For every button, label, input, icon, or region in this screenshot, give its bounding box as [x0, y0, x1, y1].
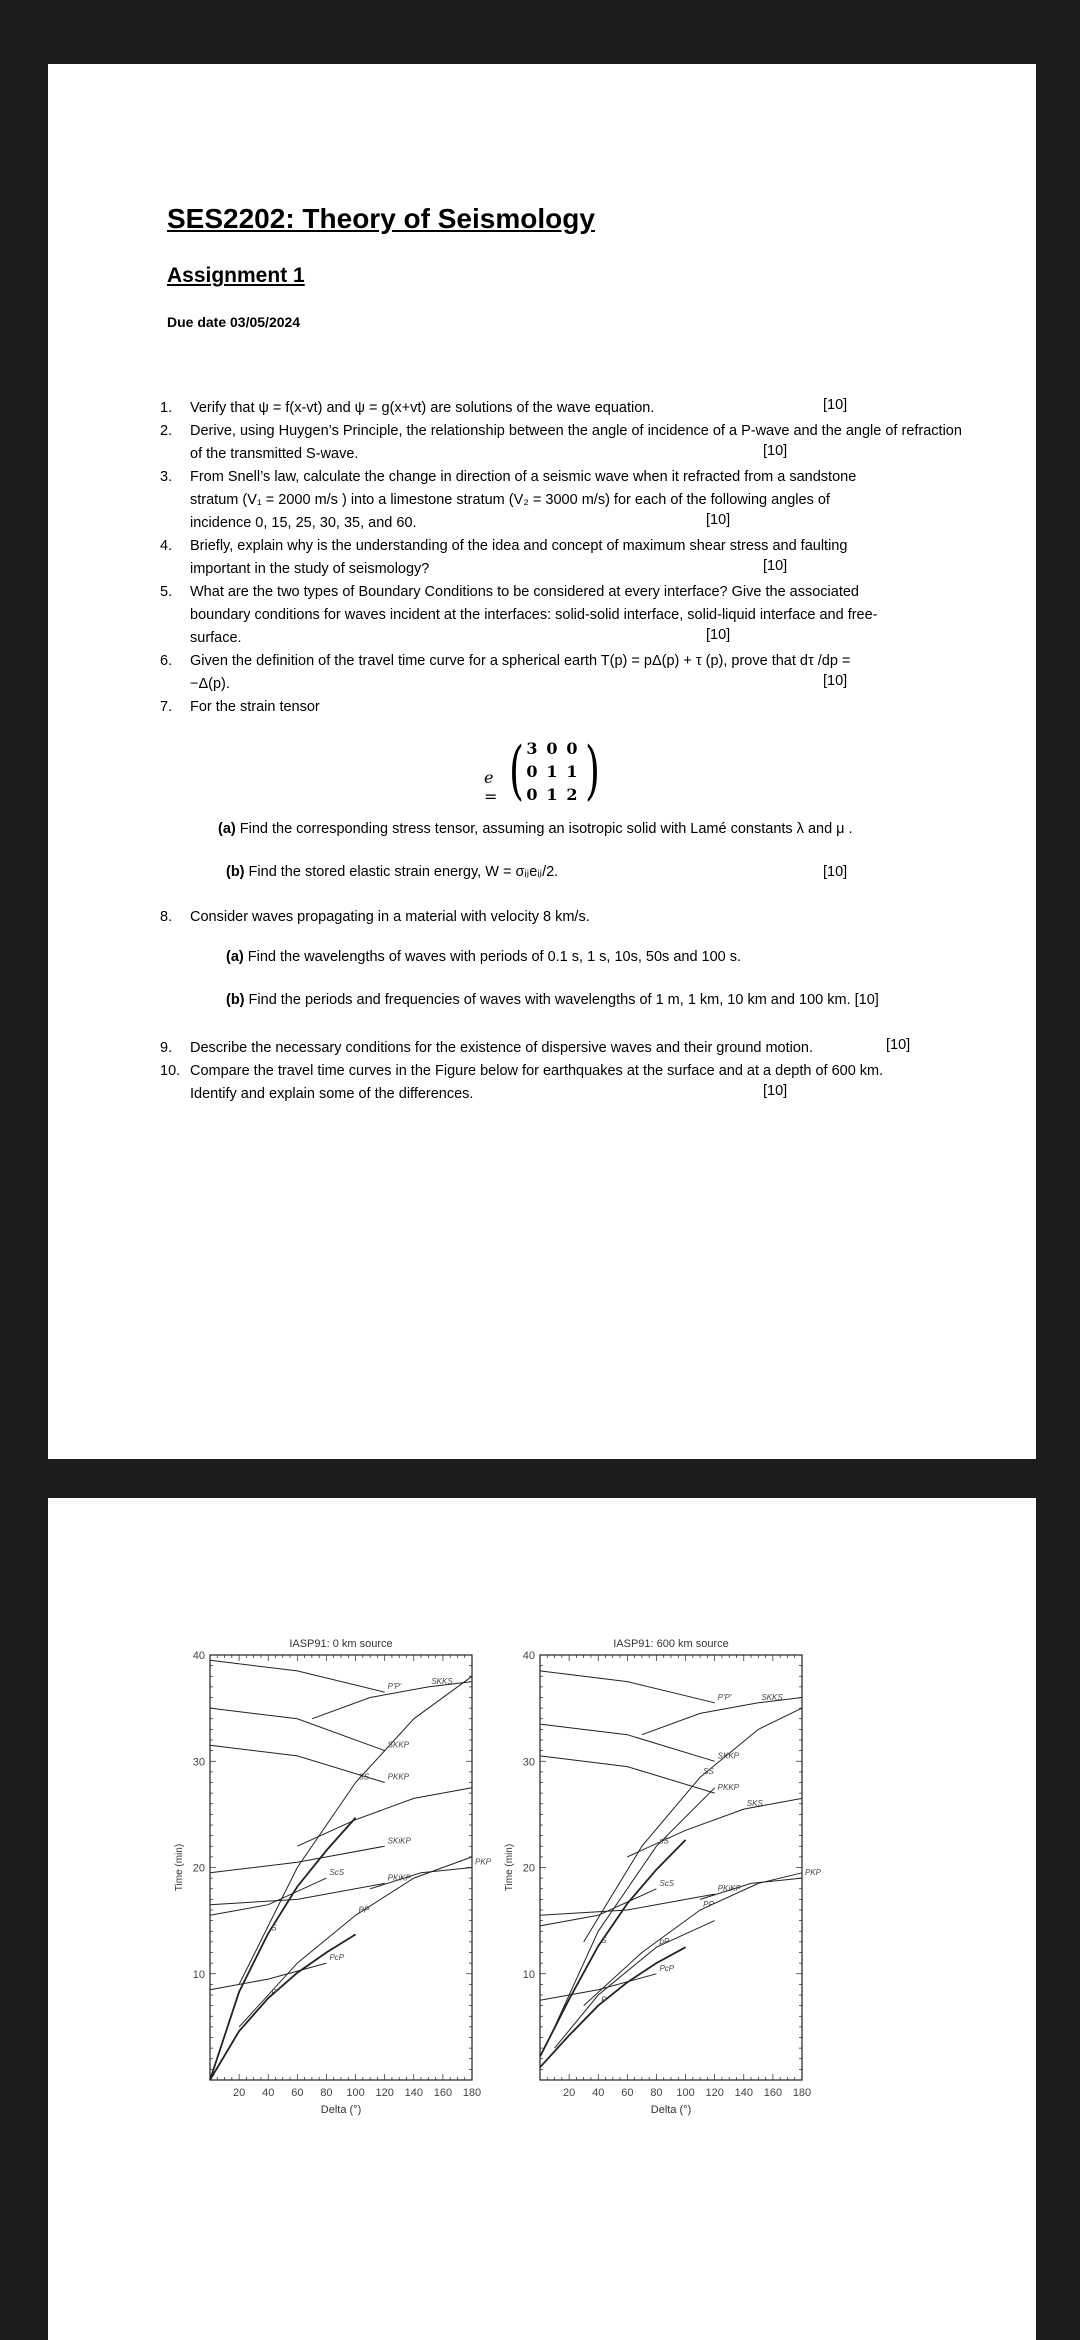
- phase-label: PKKP: [387, 1772, 410, 1782]
- x-tick-label: 180: [462, 2087, 482, 2099]
- document-title: SES2202: Theory of Seismology: [167, 203, 595, 234]
- part-label: (a): [226, 949, 244, 965]
- phase-label: SS: [703, 1767, 714, 1777]
- matrix-cell: 0: [526, 762, 538, 781]
- matrix-cell: 1: [566, 762, 578, 781]
- x-axis-label: Delta (°): [650, 2104, 692, 2116]
- travel-time-curve-PcP: [210, 1963, 326, 1990]
- travel-time-curve-PKP: [370, 1868, 472, 1889]
- question-number: 5.: [160, 584, 173, 600]
- question-number: 2.: [160, 423, 173, 439]
- x-tick-label: 100: [676, 2087, 695, 2099]
- phase-label: PKKP: [717, 1783, 740, 1793]
- x-tick-label: 120: [375, 2087, 394, 2099]
- travel-time-curve-PcP: [540, 1974, 656, 2001]
- question-text: From Snell’s law, calculate the change in direction of a seismic wave when it refracted from a sandstone stratum (V₁ = 2000 m/s ) into a limestone stratum (V₂ = 3000 m/s) for each of the following angles of incidence 0, 15, 25, 30, 35, and 60.: [190, 469, 857, 531]
- phase-label: PKP: [805, 1868, 822, 1878]
- matrix-cell: 1: [546, 785, 558, 804]
- question-mark: [10]: [823, 673, 848, 689]
- question-9: [160, 1037, 920, 1060]
- question-text: Briefly, explain why is the understanding of the idea and concept of maximum shear stress and faulting important in the study of seismology?: [190, 538, 848, 577]
- question-text: Given the definition of the travel time curve for a spherical earth T(p) = pΔ(p) + τ (p), prove that dτ /dp = −Δ(p).: [190, 653, 851, 692]
- question-number: 1.: [160, 400, 173, 416]
- travel-time-plot-0km: [168, 1633, 498, 2116]
- plot-title: IASP91: 600 km source: [613, 1638, 729, 1650]
- question-mark: [10]: [886, 1037, 911, 1053]
- travel-time-curve-PP: [239, 1857, 472, 2027]
- phase-label: SKS: [746, 1799, 763, 1809]
- question-text: Describe the necessary conditions for the existence of dispersive waves and their ground motion.: [190, 1040, 814, 1056]
- phase-label: SKKP: [717, 1751, 740, 1761]
- y-axis-label: Time (min): [504, 1843, 515, 1892]
- travel-time-curve-SKS: [297, 1788, 472, 1846]
- question-number: 10.: [160, 1063, 181, 1079]
- travel-time-plot-600km: [498, 1633, 828, 2116]
- x-tick-label: 160: [433, 2087, 453, 2099]
- question-mark: [10]: [763, 1083, 788, 1099]
- travel-time-curve-PKKP: [540, 1756, 715, 1793]
- travel-time-curve-sS: [555, 1788, 715, 2027]
- y-tick-label: 20: [192, 1862, 205, 1875]
- q8-part-a: [226, 949, 741, 965]
- x-tick-label: 160: [763, 2087, 783, 2099]
- question-text: Derive, using Huygen’s Principle, the relationship between the angle of incidence of a P-wave and the angle of refraction of the transmitted S-wave.: [190, 423, 962, 462]
- question-number: 8.: [160, 909, 173, 925]
- matrix-cell: 3: [526, 739, 538, 758]
- part-label: (b): [226, 992, 245, 1008]
- phase-label: PKP: [475, 1857, 492, 1867]
- phase-label: PP: [703, 1900, 714, 1909]
- question-mark: [10]: [763, 443, 788, 459]
- part-text: Find the stored elastic strain energy, W = σᵢⱼeᵢⱼ/2.: [248, 864, 559, 880]
- question-number: 6.: [160, 653, 173, 669]
- document-page-2: [48, 1498, 1036, 2340]
- x-tick-label: 120: [705, 2087, 724, 2099]
- phase-label: SKKS: [761, 1692, 783, 1702]
- question-text: For the strain tensor: [190, 699, 320, 715]
- part-text: Find the wavelengths of waves with periods of 0.1 s, 1 s, 10s, 50s and 100 s.: [247, 949, 742, 965]
- matrix-cell: 1: [546, 762, 558, 781]
- assignment-heading: Assignment 1: [167, 264, 305, 287]
- question-text: Verify that ψ = f(x-vt) and ψ = g(x+vt) are solutions of the wave equation.: [190, 400, 655, 416]
- phase-label: SKiKP: [387, 1836, 411, 1846]
- question-mark: [10]: [823, 864, 848, 880]
- left-paren: (: [508, 734, 524, 808]
- travel-time-curve-pP: [555, 1921, 715, 2049]
- question-number: 4.: [160, 538, 173, 554]
- y-tick-label: 40: [192, 1650, 205, 1662]
- question-5: [160, 581, 910, 650]
- phase-label: PKiKP: [387, 1873, 411, 1883]
- matrix-grid: [522, 739, 582, 804]
- matrix-cell: 0: [546, 739, 558, 758]
- question-number: 7.: [160, 699, 173, 715]
- travel-time-curve-PP: [584, 1873, 802, 2006]
- phase-label: S: [271, 1923, 277, 1933]
- question-number: 3.: [160, 469, 173, 485]
- question-2: [160, 420, 970, 466]
- phase-label: P: [271, 1988, 277, 1998]
- matrix-cell: 2: [566, 785, 578, 804]
- q7-part-a: [218, 821, 853, 837]
- x-tick-label: 40: [592, 2087, 605, 2099]
- x-tick-label: 20: [232, 2087, 246, 2099]
- due-date: Due date 03/05/2024: [167, 314, 301, 330]
- question-7: [160, 696, 920, 719]
- y-tick-label: 30: [522, 1756, 535, 1769]
- right-paren: ): [584, 734, 600, 808]
- travel-time-curve-SKKP: [540, 1724, 715, 1761]
- travel-time-curve-SKKP: [210, 1708, 385, 1751]
- travel-time-curve-ScS: [540, 1889, 656, 1926]
- question-mark: [10]: [706, 627, 731, 643]
- phase-label: SKKP: [387, 1740, 410, 1750]
- phase-label: PcP: [659, 1963, 675, 1973]
- phase-label: PcP: [329, 1953, 345, 1963]
- phase-label: P: [601, 1995, 607, 2005]
- y-tick-label: 10: [192, 1968, 205, 1981]
- question-mark: [10]: [823, 397, 848, 413]
- phase-label: sS: [659, 1836, 669, 1846]
- plot-title: IASP91: 0 km source: [289, 1638, 393, 1650]
- question-mark: [10]: [706, 512, 731, 528]
- part-label: (a): [218, 821, 236, 837]
- y-tick-label: 20: [522, 1862, 535, 1875]
- y-axis-label: Time (min): [174, 1843, 185, 1892]
- question-8: [160, 906, 920, 929]
- x-tick-label: 60: [291, 2087, 304, 2099]
- x-tick-label: 60: [621, 2087, 634, 2099]
- matrix-label: e =: [484, 768, 498, 806]
- x-tick-label: 100: [346, 2087, 365, 2099]
- question-1: [160, 397, 920, 420]
- x-tick-label: 80: [320, 2087, 333, 2099]
- question-3: [160, 466, 860, 535]
- matrix-cell: 0: [526, 785, 538, 804]
- phase-label: P'P': [717, 1692, 732, 1702]
- question-mark: [10]: [763, 558, 788, 574]
- travel-time-curve-SKKS: [642, 1698, 802, 1735]
- part-label: (b): [226, 864, 245, 880]
- phase-label: pP: [659, 1937, 670, 1947]
- document-page-1: [48, 64, 1036, 1459]
- phase-label: P'P': [387, 1682, 402, 1692]
- phase-label: PKiKP: [717, 1884, 741, 1894]
- phase-label: SKKS: [431, 1676, 453, 1686]
- y-tick-label: 30: [192, 1756, 205, 1769]
- y-tick-label: 40: [522, 1650, 535, 1662]
- x-axis-label: Delta (°): [320, 2104, 362, 2116]
- x-tick-label: 80: [650, 2087, 663, 2099]
- travel-time-curve-ScS: [210, 1878, 326, 1915]
- plot-frame: [540, 1655, 802, 2080]
- x-tick-label: 140: [404, 2087, 423, 2099]
- phase-label: SS: [358, 1772, 370, 1782]
- travel-time-curve-P'P': [540, 1671, 715, 1703]
- part-text: Find the corresponding stress tensor, assuming an isotropic solid with Lamé constants λ and μ .: [239, 821, 853, 837]
- question-text: Compare the travel time curves in the Figure below for earthquakes at the surface and at a depth of 600 km. Identify and explain some of the differences.: [190, 1063, 884, 1102]
- question-10: [160, 1060, 905, 1106]
- travel-time-curve-SS: [239, 1676, 472, 1984]
- question-6: [160, 650, 890, 696]
- question-number: 9.: [160, 1040, 173, 1056]
- q8-part-b: [226, 992, 879, 1008]
- part-text: Find the periods and frequencies of waves with wavelengths of 1 m, 1 km, 10 km and 100 km. [10]: [248, 992, 879, 1008]
- q7-part-b: [226, 864, 558, 880]
- x-tick-label: 40: [262, 2087, 275, 2099]
- question-text: Consider waves propagating in a material with velocity 8 km/s.: [190, 909, 590, 925]
- phase-label: S: [601, 1936, 607, 1946]
- travel-time-curve-SKS: [627, 1798, 802, 1857]
- phase-label: ScS: [659, 1878, 675, 1888]
- x-tick-label: 140: [734, 2087, 753, 2099]
- y-tick-label: 10: [522, 1968, 535, 1981]
- travel-time-curve-PKP: [700, 1878, 802, 1899]
- phase-label: ScS: [329, 1868, 345, 1878]
- x-tick-label: 180: [792, 2087, 812, 2099]
- question-text: What are the two types of Boundary Conditions to be considered at every interface? Give the associated boundary conditions for waves incident at the interfaces: solid-solid interface, solid-liquid interface and free-surface.: [190, 584, 878, 646]
- travel-time-curve-P'P': [210, 1660, 385, 1692]
- travel-time-curve-S: [540, 1840, 686, 2057]
- x-tick-label: 20: [562, 2087, 576, 2099]
- matrix-cell: 0: [566, 739, 578, 758]
- phase-label: PP: [358, 1905, 370, 1915]
- travel-time-curve-SKiKP: [210, 1846, 385, 1873]
